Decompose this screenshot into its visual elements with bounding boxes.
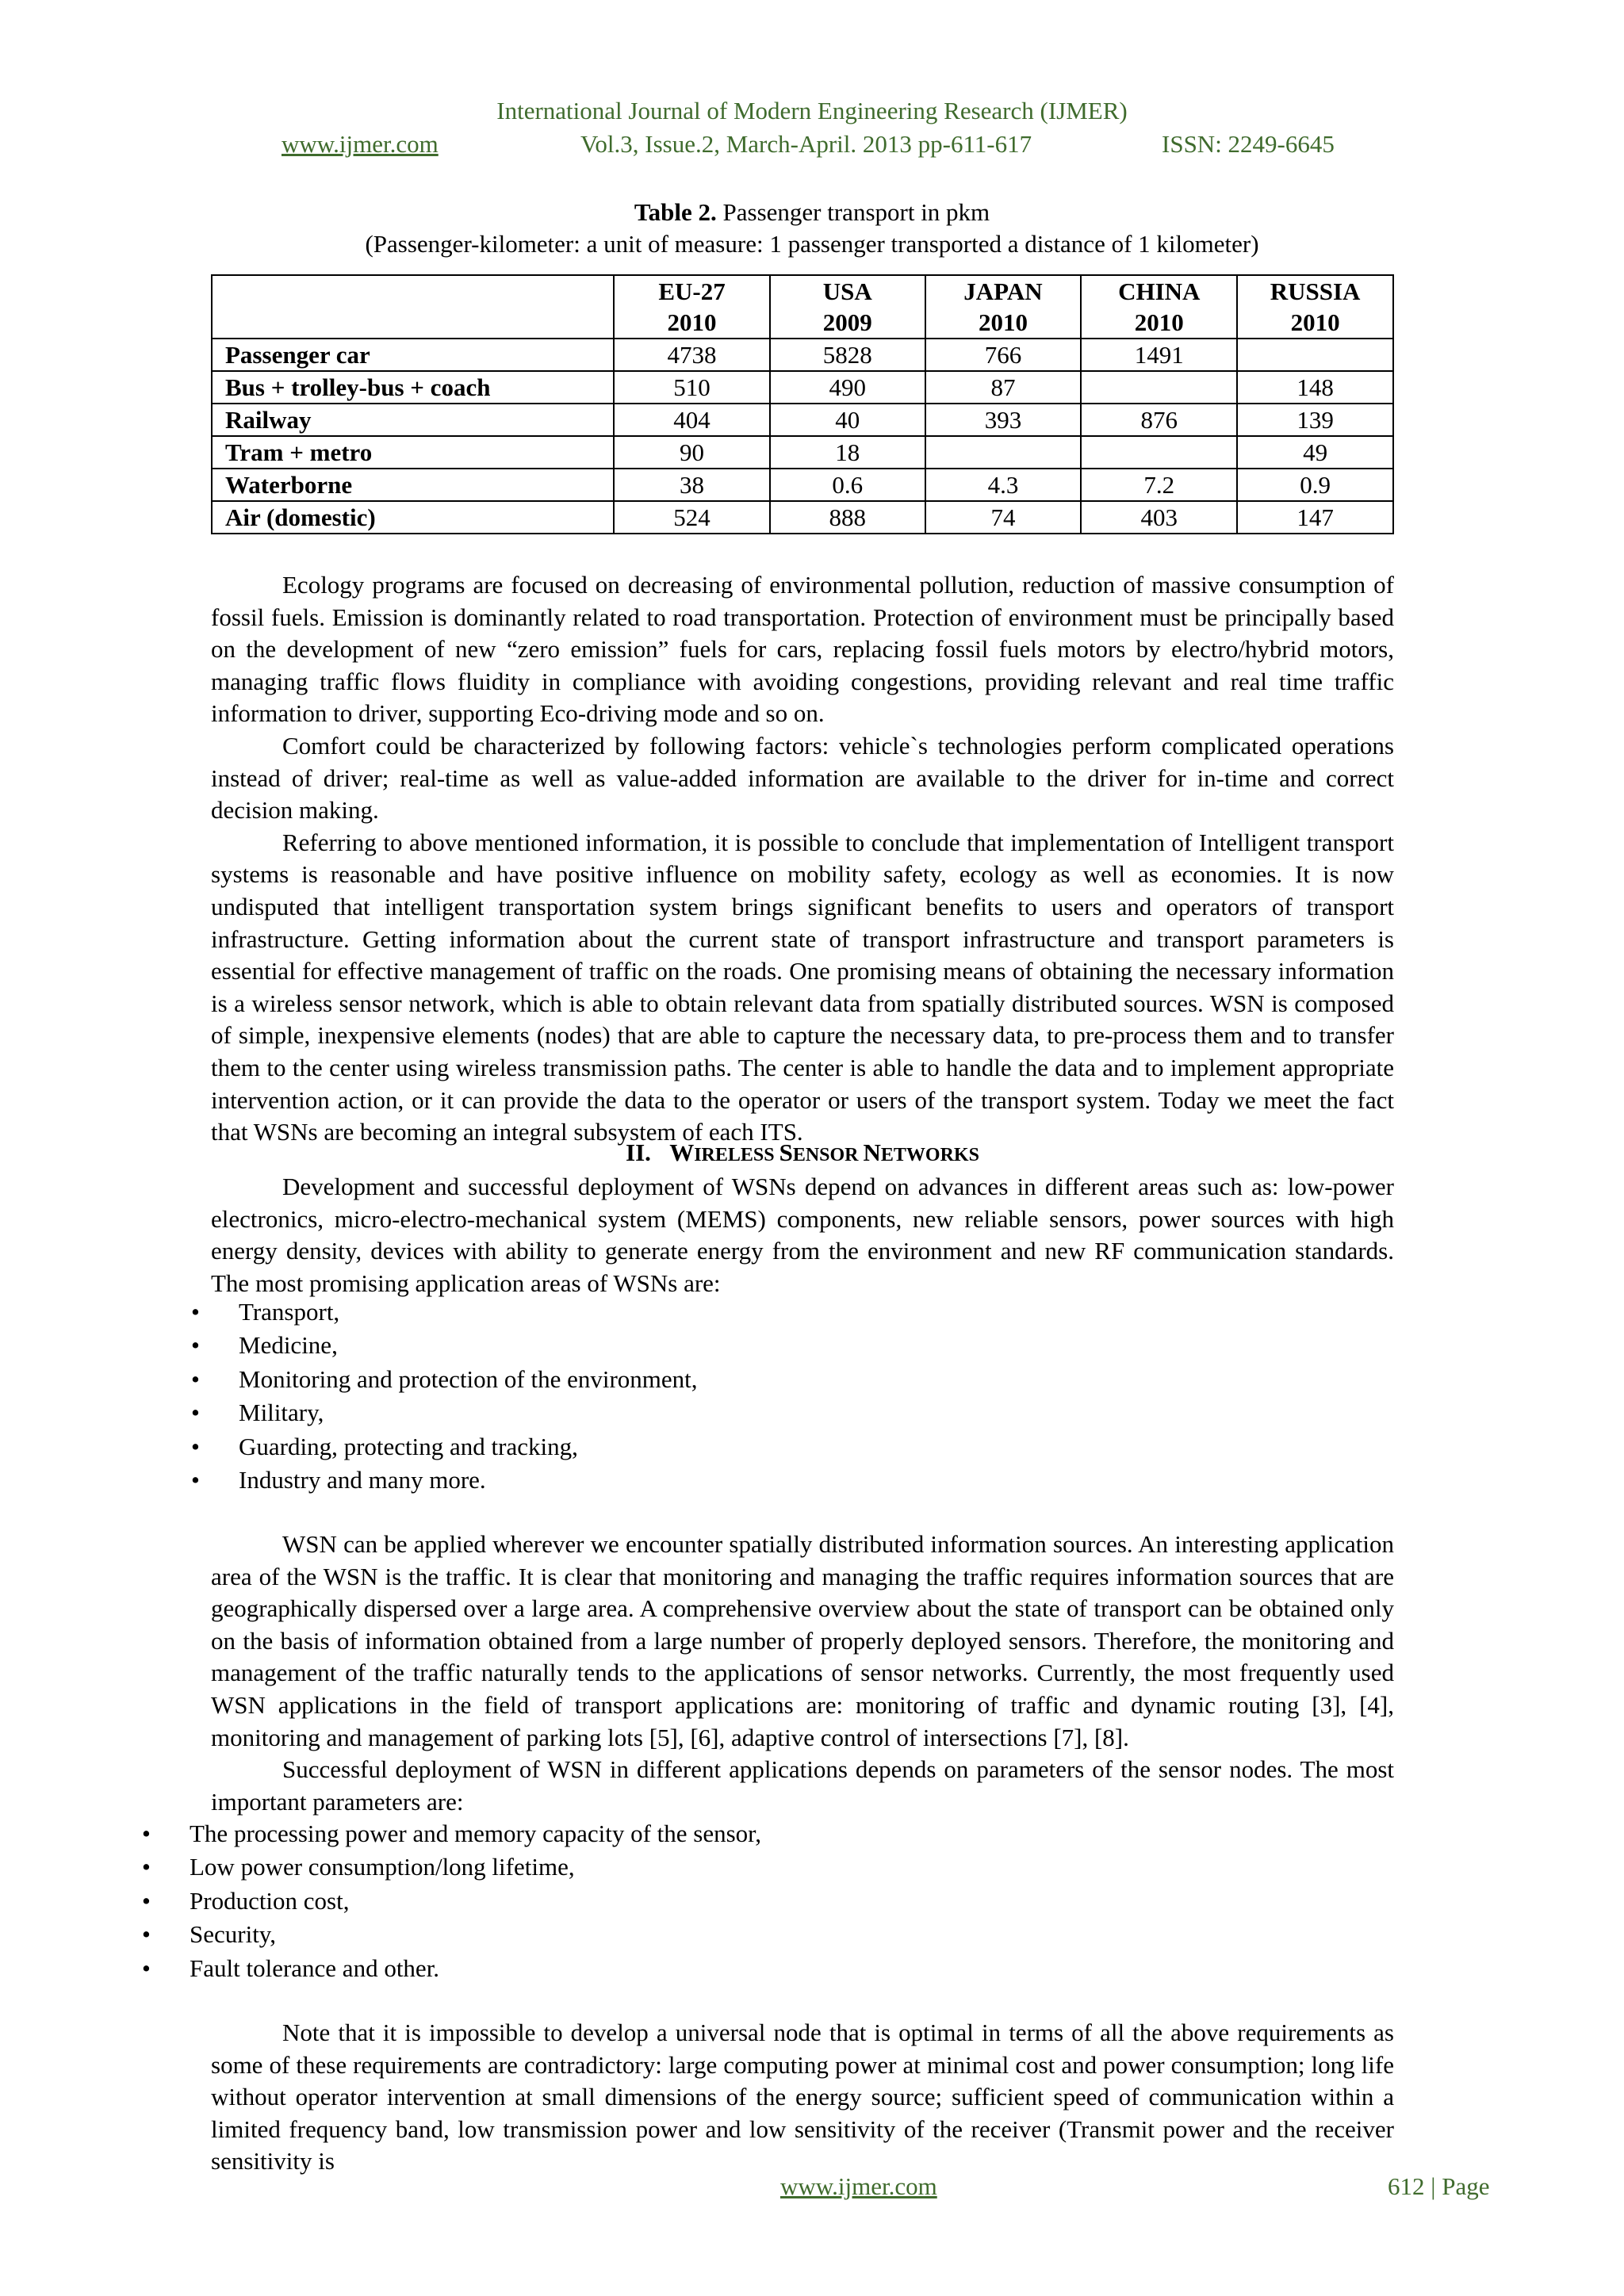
table-cell: 87 [925,371,1082,404]
table-cell [1237,339,1393,371]
table-subcaption: (Passenger-kilometer: a unit of measure: 1 passenger transported a distance of 1 kilometer) [365,230,1259,258]
table-row [212,501,1393,534]
table-caption-text: Passenger transport in pkm [716,198,990,226]
table-cell: 74 [925,501,1082,534]
table-cell: 490 [770,371,925,404]
list-item: • Medicine, [223,1329,1394,1362]
table-row [212,404,1393,436]
table-cell [1081,436,1237,469]
row-label: Air (domestic) [212,501,614,534]
table-cell: 510 [614,371,770,404]
table-cell [1081,371,1237,404]
list-item: • Production cost, [174,1885,1394,1918]
table-cell: 40 [770,404,925,436]
list-item: • Fault tolerance and other. [174,1952,1394,1985]
paragraph-comfort: Comfort could be characterized by following factors: vehicle`s technologies perform complicated operations instead of driver; real-time as well as value-added information are available to the driver for in-time and correct decision making. [211,731,1394,825]
row-label: Railway [212,404,614,436]
page-number: 612 | Page [1388,2172,1490,2200]
body-block-2 [211,1529,1394,1818]
table-row [212,436,1393,469]
table-caption-label: Table 2. [634,198,717,226]
paragraph-referring: Referring to above mentioned information, it is possible to conclude that implementation of Intelligent transport systems is reasonable and have positive influence on mobility safety, ecology as well as economies. It is now undisputed that intelligent transportation system brings significant benefits to users and operators of transport infrastructure. Getting information about the current state of transport infrastructure and transport parameters is essential for effective management of traffic on the roads. One promising means of obtaining the necessary information is a wireless sensor network, which is able to obtain relevant data from spatially distributed sources. WSN is composed of simple, inexpensive elements (nodes) that are able to capture the necessary data, to pre-process them and to transfer them to the center using wireless transmission paths. The center is able to handle the data and to implement appropriate intervention action, or it can provide the data to the operator or users of the transport system. Today we meet the fact that WSNs are becoming an integral subsystem of each ITS. [211,828,1394,1146]
table-cell: 18 [770,436,925,469]
table-cell: 403 [1081,501,1237,534]
table-row [212,339,1393,371]
table-cell: 5828 [770,339,925,371]
table-cell [925,436,1082,469]
list-item: • The processing power and memory capacity of the sensor, [174,1817,1394,1850]
table-cell: 147 [1237,501,1393,534]
list-item: • Monitoring and protection of the environment, [223,1363,1394,1396]
list-item: • Transport, [223,1295,1394,1329]
table-caption [0,197,1624,228]
list-item: • Guarding, protecting and tracking, [223,1430,1394,1464]
header-issn: ISSN: 2249-6645 [1162,130,1335,158]
table-cell: 4738 [614,339,770,371]
table-header-cell: CHINA 2010 [1081,275,1237,339]
table-cell: 90 [614,436,770,469]
body-block-3 [211,2017,1394,2178]
paragraph-wsn-applied: WSN can be applied wherever we encounter spatially distributed information sources. An interesting application area of the WSN is the traffic. It is clear that monitoring and managing the traffic requires information sources that are geographically dispersed over a large area. A comprehensive overview about the state of transport can be obtained only on the basis of information obtained from a large number of properly deployed sensors. Therefore, the monitoring and management of the traffic naturally tends to the applications of sensor networks. Currently, the most frequently used WSN applications in the field of transport applications are: monitoring of traffic and dynamic routing [3], [4], monitoring and management of parking lots [5], [6], adaptive control of intersections [7], [8]. [211,1530,1394,1751]
table-header-cell: RUSSIA 2010 [1237,275,1393,339]
paragraph-universal-node: Note that it is impossible to develop a universal node that is optimal in terms of all the above requirements as some of these requirements are contradictory: large computing power at minimal cost and power consumption; long life without operator intervention at small dimensions of the energy source; sufficient speed of communication within a limited frequency band, low transmission power and low sensitivity of the receiver (Transmit power and the receiver sensitivity is [211,2019,1394,2175]
parameters-list [190,1817,1394,1985]
header-volume: Vol.3, Issue.2, March-April. 2013 pp-611-617 [580,130,1032,158]
application-areas-list [211,1295,1394,1497]
table-cell: 139 [1237,404,1393,436]
list-item: • Low power consumption/long lifetime, [174,1850,1394,1884]
table-cell: 888 [770,501,925,534]
section-wsn [211,1137,1394,1299]
table-header-cell: EU-27 2010 [614,275,770,339]
list-item: • Military, [223,1396,1394,1429]
passenger-transport-table [211,274,1394,534]
table-header-cell: USA 2009 [770,275,925,339]
section-heading: II. WIRELESS SENSOR NETWORKS [626,1138,979,1166]
row-label: Passenger car [212,339,614,371]
table-header-row [212,275,1393,339]
table-cell: 0.9 [1237,469,1393,501]
table-cell: 7.2 [1081,469,1237,501]
journal-title: International Journal of Modern Engineering Research (IJMER) [496,97,1128,124]
table-cell: 393 [925,404,1082,436]
footer-website-link[interactable]: www.ijmer.com [780,2172,937,2200]
row-label: Tram + metro [212,436,614,469]
table-cell: 148 [1237,371,1393,404]
table-cell: 38 [614,469,770,501]
table-cell: 4.3 [925,469,1082,501]
list-item: • Industry and many more. [223,1464,1394,1497]
table-header-cell: JAPAN 2010 [925,275,1082,339]
table-cell: 876 [1081,404,1237,436]
table-cell: 0.6 [770,469,925,501]
row-label: Waterborne [212,469,614,501]
journal-meta-line [0,128,1624,160]
table-row [212,469,1393,501]
paragraph-ecology: Ecology programs are focused on decreasing of environmental pollution, reduction of massive consumption of fossil fuels. Emission is dominantly related to road transportation. Protection of environment must be principally based on the development of new “zero emission” fuels for cars, replacing fossil fuels motors by electro/hybrid motors, managing traffic flows fluidity in compliance with avoiding congestions, providing relevant and real time traffic information to driver, supporting Eco-driving mode and so on. [211,571,1394,728]
list-item: • Security, [174,1918,1394,1951]
paragraph-development: Development and successful deployment of WSNs depend on advances in different areas such as: low-power electronics, micro-electro-mechanical system (MEMS) components, new reliable sensors, power sources with high energy density, devices with ability to generate energy from the environment and new RF communication standards. The most promising application areas of WSNs are: [211,1173,1394,1297]
table-cell: 524 [614,501,770,534]
table-cell: 766 [925,339,1082,371]
page-footer [0,2171,1624,2202]
table-cell: 49 [1237,436,1393,469]
table-cell: 1491 [1081,339,1237,371]
body-block-1 [211,569,1394,1149]
table-header-empty [212,275,614,339]
row-label: Bus + trolley-bus + coach [212,371,614,404]
table-row [212,371,1393,404]
paragraph-successful-deployment: Successful deployment of WSN in different applications depends on parameters of the sensor nodes. The most important parameters are: [211,1755,1394,1816]
table-cell: 404 [614,404,770,436]
header-website-link[interactable]: www.ijmer.com [282,130,439,158]
